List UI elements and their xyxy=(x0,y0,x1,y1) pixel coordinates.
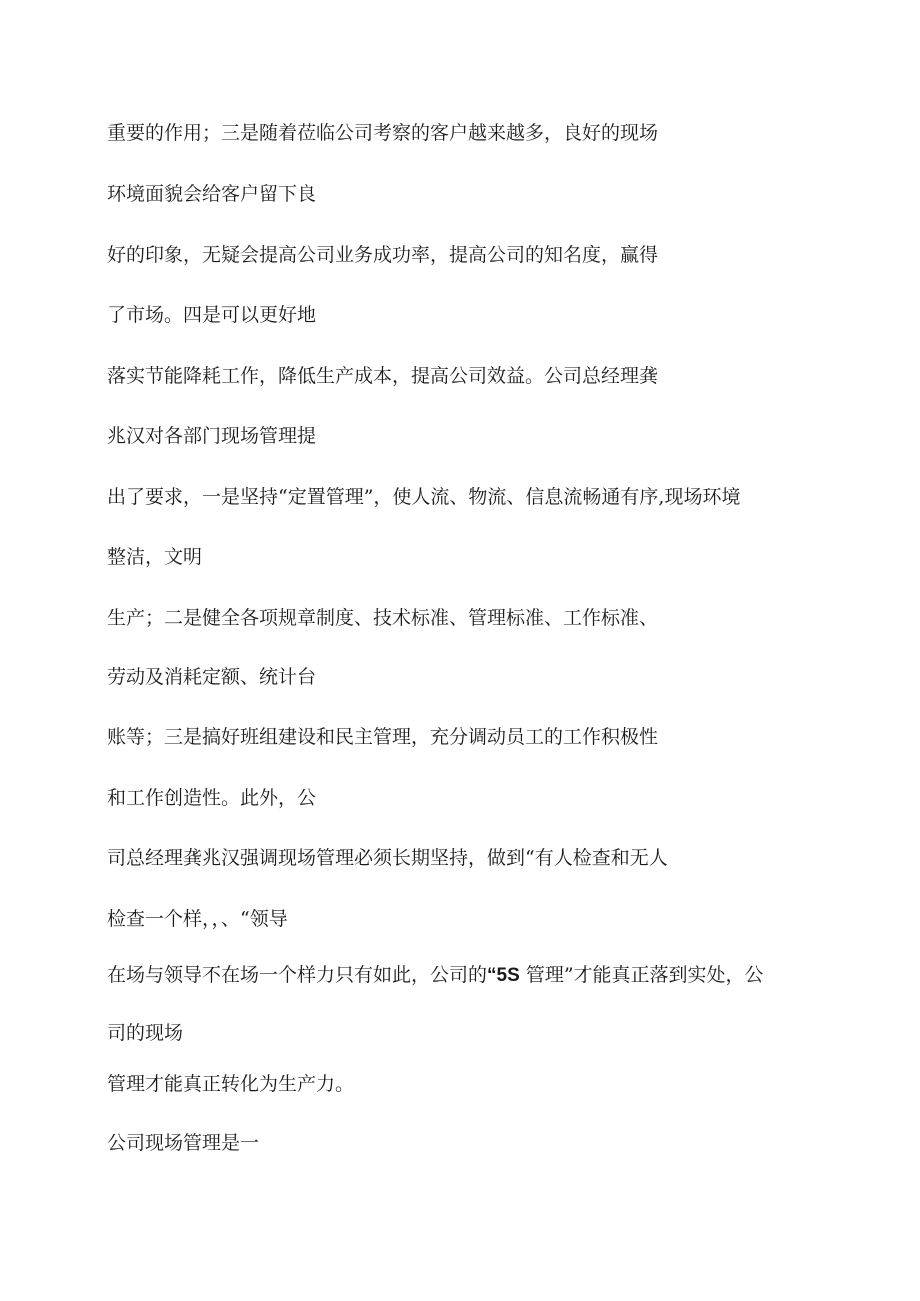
text-line-6: 兆汉对各部门现场管理提 xyxy=(107,425,317,447)
text-line-11: 账等；三是搞好班组建设和民主管理，充分调动员工的工作积极性 xyxy=(107,726,659,748)
text-line-5: 落实节能降耗工作，降低生产成本，提高公司效益。公司总经理龚 xyxy=(107,365,659,387)
text-line-12: 和工作创造性。此外，公 xyxy=(107,787,317,809)
text-line-16: 司的现场 xyxy=(107,1022,184,1044)
text-line-1: 重要的作用；三是随着莅临公司考察的客户越来越多，良好的现场 xyxy=(107,122,659,144)
text-line-9: 生产；二是健全各项规章制度、技术标准、管理标准、工作标准、 xyxy=(107,607,659,629)
text-line-17: 管理才能真正转化为生产力。 xyxy=(107,1073,355,1095)
text-line-15 xyxy=(107,963,764,988)
text-line-13: 司总经理龚兆汉强调现场管理必须长期坚持，做到“有人检查和无人 xyxy=(107,847,668,869)
text-line-10: 劳动及消耗定额、统计台 xyxy=(107,666,317,688)
text-line-14: 检查一个样，，、“领导 xyxy=(107,908,288,930)
text-line-2: 环境面貌会给客户留下良 xyxy=(107,183,317,205)
text-line-15-bold: “5S xyxy=(487,965,520,986)
text-line-18: 公司现场管理是一 xyxy=(107,1132,260,1154)
text-line-15-after: 管理”才能真正落到实处，公 xyxy=(525,964,764,986)
text-line-8: 整洁，文明 xyxy=(107,546,203,568)
text-line-15-before: 在场与领导不在场一个样力只有如此，公司的 xyxy=(107,964,488,986)
text-line-4: 了市场。四是可以更好地 xyxy=(107,304,317,326)
text-line-3: 好的印象，无疑会提高公司业务成功率，提高公司的知名度，赢得 xyxy=(107,244,659,266)
text-line-7: 出了要求，一是坚持“定置管理”，使人流、物流、信息流畅通有序,现场环境 xyxy=(107,486,741,508)
